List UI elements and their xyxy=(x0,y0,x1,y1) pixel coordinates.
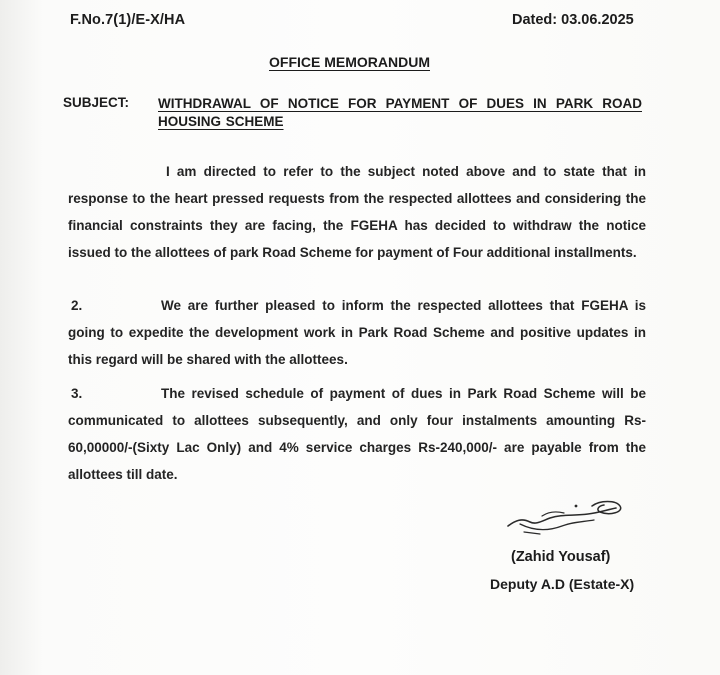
document-date: Dated: 03.06.2025 xyxy=(512,12,634,28)
paragraph-2-number: 2. xyxy=(71,298,83,313)
subject-label: SUBJECT: xyxy=(63,95,130,110)
paragraph-3 xyxy=(68,380,646,488)
subject-text: WITHDRAWAL OF NOTICE FOR PAYMENT OF DUES IN PARK ROAD HOUSING SCHEME xyxy=(158,96,642,129)
paragraph-3-text: The revised schedule of payment of dues in Park Road Scheme will be communicated to allottees subsequently, and only four instalments amounting Rs-60,00000/-(Sixty Lac Only) and 4% service charges Rs-240,000/- are payable from the allottees till date. xyxy=(68,386,646,482)
paragraph-1-text: I am directed to refer to the subject noted above and to state that in response to the heart pressed requests from the respected allottees and considering the financial constraints they are facing, the FGEHA has decided to withdraw the notice issued to the allottees of park Road Scheme for payment of Four additional installments. xyxy=(68,164,646,260)
paragraph-1 xyxy=(68,158,646,266)
signatory-name: (Zahid Yousaf) xyxy=(511,549,611,565)
paragraph-2-text: We are further pleased to inform the respected allottees that FGEHA is going to expedite the development work in Park Road Scheme and positive updates in this regard will be shared with the allottees. xyxy=(68,298,646,367)
memo-title: OFFICE MEMORANDUM xyxy=(269,54,430,70)
signatory-designation: Deputy A.D (Estate-X) xyxy=(490,576,635,592)
paragraph-2 xyxy=(68,292,646,373)
paragraph-3-number: 3. xyxy=(71,386,83,401)
file-number: F.No.7(1)/E-X/HA xyxy=(70,12,186,28)
signature-scribble xyxy=(502,496,632,546)
